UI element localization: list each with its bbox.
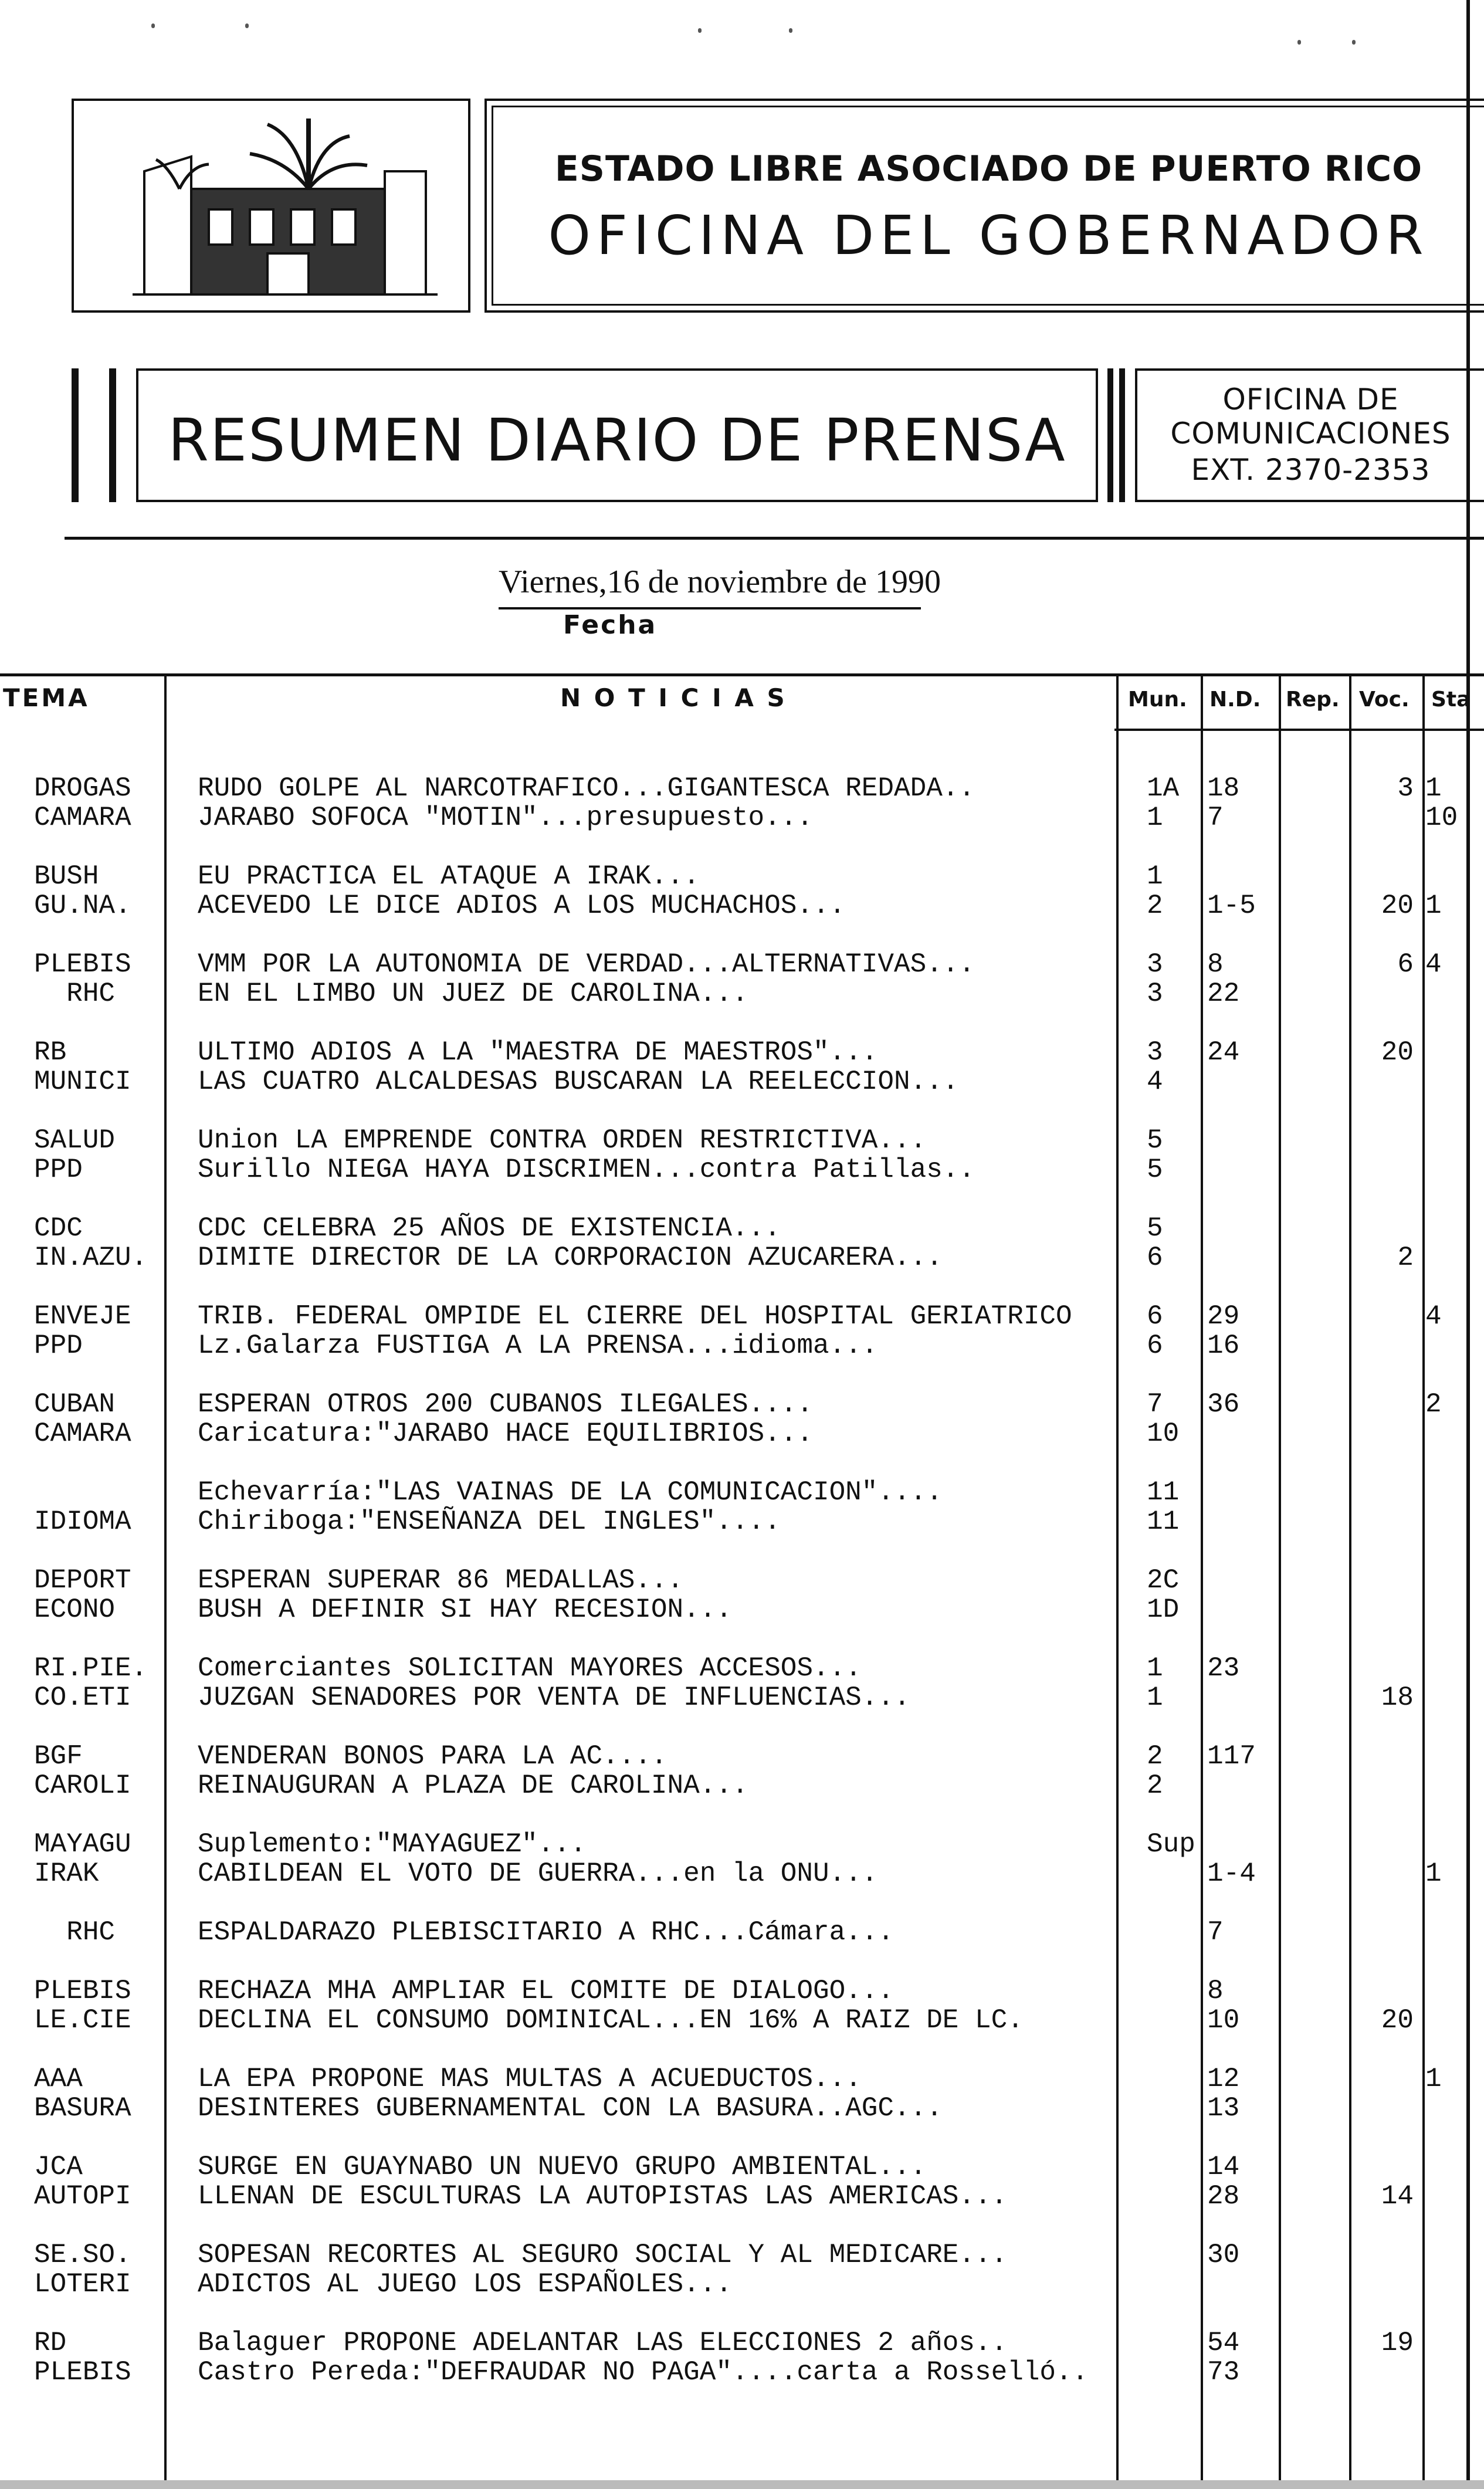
- row-tema: DEPORT: [34, 1565, 131, 1596]
- row-noticia: Balaguer PROPONE ADELANTAR LAS ELECCIONES 2 años..: [198, 2328, 1008, 2358]
- table-row: [0, 1976, 1484, 2006]
- table-row: [0, 1125, 1484, 1155]
- table-row: [0, 1653, 1484, 1683]
- row-tema: RD: [34, 2328, 67, 2358]
- table-row: [0, 1741, 1484, 1771]
- report-title: RESUMEN DIARIO DE PRENSA: [168, 406, 1066, 475]
- table-row: [0, 1477, 1484, 1507]
- table-row: [0, 1301, 1484, 1331]
- row-noticia: Chiriboga:"ENSEÑANZA DEL INGLES"....: [198, 1506, 781, 1537]
- row-tema: AUTOPI: [34, 2181, 131, 2212]
- row-nd: 1-4: [1207, 1858, 1256, 1889]
- row-tema: RHC: [34, 1917, 116, 1948]
- row-nd: 29: [1207, 1301, 1240, 1332]
- row-noticia: VMM POR LA AUTONOMIA DE VERDAD...ALTERNATIVAS...: [198, 949, 975, 980]
- table-row: [0, 2357, 1484, 2387]
- row-tema: RHC: [34, 978, 116, 1009]
- row-noticia: REINAUGURAN A PLAZA DE CAROLINA...: [198, 1770, 748, 1801]
- office-name: OFICINA DEL GOBERNADOR: [548, 204, 1429, 267]
- row-tema: JCA: [34, 2152, 83, 2182]
- row-tema: CAROLI: [34, 1770, 131, 1801]
- decor-bar: [1119, 368, 1125, 502]
- row-nd: 24: [1207, 1037, 1240, 1068]
- row-noticia: Union LA EMPRENDE CONTRA ORDEN RESTRICTIVA...: [198, 1125, 927, 1156]
- row-tema: PLEBIS: [34, 2357, 131, 2388]
- table-row: [0, 949, 1484, 979]
- row-mun: 11: [1147, 1477, 1180, 1508]
- communications-box: [1135, 368, 1484, 502]
- row-noticia: CDC CELEBRA 25 AÑOS DE EXISTENCIA...: [198, 1213, 781, 1244]
- row-noticia: Comerciantes SOLICITAN MAYORES ACCESOS...: [198, 1653, 862, 1684]
- row-noticia: LLENAN DE ESCULTURAS LA AUTOPISTAS LAS AMERICAS...: [198, 2181, 1008, 2212]
- row-noticia: DESINTERES GUBERNAMENTAL CON LA BASURA..AGC...: [198, 2093, 943, 2124]
- table-row: [0, 1858, 1484, 1888]
- row-mun: 7: [1147, 1389, 1163, 1420]
- table-row: [0, 773, 1484, 803]
- row-mun: Sup: [1147, 1829, 1195, 1860]
- table-row: [0, 1389, 1484, 1419]
- row-noticia: ESPERAN SUPERAR 86 MEDALLAS...: [198, 1565, 684, 1596]
- row-mun: 5: [1147, 1154, 1163, 1185]
- row-tema: IRAK: [34, 1858, 99, 1889]
- header-separator: [65, 537, 1484, 540]
- row-tema: SALUD: [34, 1125, 116, 1156]
- row-voc: 19: [1381, 2328, 1414, 2358]
- date-label: Fecha: [563, 610, 658, 640]
- row-noticia: EU PRACTICA EL ATAQUE A IRAK...: [198, 861, 700, 892]
- row-voc: 14: [1381, 2181, 1414, 2212]
- scan-speck: [151, 23, 155, 28]
- row-tema: PPD: [34, 1330, 83, 1361]
- table-row: [0, 2152, 1484, 2182]
- row-noticia: TRIB. FEDERAL OMPIDE EL CIERRE DEL HOSPITAL GERIATRICO: [198, 1301, 1072, 1332]
- row-mun: 6: [1147, 1301, 1163, 1332]
- row-noticia: ESPALDARAZO PLEBISCITARIO A RHC...Cámara...: [198, 1917, 894, 1948]
- row-tema: IN.AZU.: [34, 1242, 148, 1273]
- row-noticia: Surillo NIEGA HAYA DISCRIMEN...contra Patillas..: [198, 1154, 975, 1185]
- table-top-rule: [0, 673, 1484, 676]
- row-noticia: ULTIMO ADIOS A LA "MAESTRA DE MAESTROS"...: [198, 1037, 878, 1068]
- row-tema: ENVEJE: [34, 1301, 131, 1332]
- decor-bar: [72, 368, 79, 502]
- row-mun: 1D: [1147, 1594, 1180, 1625]
- row-tema: RB: [34, 1037, 67, 1068]
- row-noticia: DIMITE DIRECTOR DE LA CORPORACION AZUCARERA...: [198, 1242, 943, 1273]
- row-tema: CDC: [34, 1213, 83, 1244]
- row-nd: 30: [1207, 2240, 1240, 2270]
- row-tema: MUNICI: [34, 1066, 131, 1097]
- header-noticias: N O T I C I A S: [560, 683, 787, 712]
- row-star: 1: [1425, 2064, 1442, 2094]
- row-mun: 1: [1147, 861, 1163, 892]
- row-mun: 2: [1147, 1770, 1163, 1801]
- row-nd: 1-5: [1207, 890, 1256, 921]
- row-nd: 13: [1207, 2093, 1240, 2124]
- row-tema: PLEBIS: [34, 1976, 131, 2006]
- row-voc: 20: [1381, 2005, 1414, 2036]
- row-star: 2: [1425, 1389, 1442, 1420]
- row-tema: BASURA: [34, 2093, 131, 2124]
- row-tema: IDIOMA: [34, 1506, 131, 1537]
- row-voc: 20: [1381, 1037, 1414, 1068]
- row-star: 1: [1425, 1858, 1442, 1889]
- row-nd: 8: [1207, 1976, 1224, 2006]
- header-star: Sta: [1431, 688, 1471, 712]
- row-noticia: SOPESAN RECORTES AL SEGURO SOCIAL Y AL MEDICARE...: [198, 2240, 1008, 2270]
- scan-speck: [789, 28, 792, 33]
- row-tema: LOTERI: [34, 2269, 131, 2300]
- row-nd: 54: [1207, 2328, 1240, 2358]
- table-row: [0, 802, 1484, 832]
- row-mun: 2C: [1147, 1565, 1180, 1596]
- row-nd: 16: [1207, 1330, 1240, 1361]
- scan-speck: [1297, 40, 1301, 45]
- row-noticia: ADICTOS AL JUEGO LOS ESPAÑOLES...: [198, 2269, 732, 2300]
- title-box: [484, 99, 1484, 313]
- row-noticia: RECHAZA MHA AMPLIAR EL COMITE DE DIALOGO...: [198, 1976, 894, 2006]
- table-row: [0, 2269, 1484, 2299]
- table-row: [0, 2328, 1484, 2358]
- table-row: [0, 978, 1484, 1008]
- table-row: [0, 1770, 1484, 1800]
- row-noticia: EN EL LIMBO UN JUEZ DE CAROLINA...: [198, 978, 748, 1009]
- row-nd: 22: [1207, 978, 1240, 1009]
- row-noticia: Caricatura:"JARABO HACE EQUILIBRIOS...: [198, 1418, 813, 1449]
- row-nd: 8: [1207, 949, 1224, 980]
- row-mun: 5: [1147, 1125, 1163, 1156]
- decor-bar: [109, 368, 116, 502]
- row-star: 10: [1425, 802, 1458, 833]
- comms-line-3: EXT. 2370-2353: [1191, 453, 1431, 487]
- table-row: [0, 2181, 1484, 2211]
- row-nd: 14: [1207, 2152, 1240, 2182]
- row-noticia: LA EPA PROPONE MAS MULTAS A ACUEDUCTOS...: [198, 2064, 862, 2094]
- row-nd: 10: [1207, 2005, 1240, 2036]
- table-row: [0, 1682, 1484, 1712]
- table-row: [0, 1154, 1484, 1184]
- row-voc: 20: [1381, 890, 1414, 921]
- row-mun: 1: [1147, 1653, 1163, 1684]
- row-noticia: ESPERAN OTROS 200 CUBANOS ILEGALES....: [198, 1389, 813, 1420]
- row-tema: RI.PIE.: [34, 1653, 148, 1684]
- comms-line-2: COMUNICACIONES: [1170, 416, 1451, 451]
- row-mun: 1: [1147, 1682, 1163, 1713]
- row-nd: 23: [1207, 1653, 1240, 1684]
- row-star: 1: [1425, 890, 1442, 921]
- row-noticia: JUZGAN SENADORES POR VENTA DE INFLUENCIAS...: [198, 1682, 910, 1713]
- row-tema: GU.NA.: [34, 890, 131, 921]
- row-mun: 11: [1147, 1506, 1180, 1537]
- table-row: [0, 1917, 1484, 1947]
- row-noticia: BUSH A DEFINIR SI HAY RECESION...: [198, 1594, 732, 1625]
- row-tema: CUBAN: [34, 1389, 116, 1420]
- row-tema: AAA: [34, 2064, 83, 2094]
- header-nd: N.D.: [1209, 688, 1261, 712]
- row-voc: 2: [1397, 1242, 1414, 1273]
- row-voc: 3: [1397, 773, 1414, 804]
- row-mun: 4: [1147, 1066, 1163, 1097]
- table-row: [0, 2240, 1484, 2270]
- row-mun: 10: [1147, 1418, 1180, 1449]
- row-mun: 6: [1147, 1242, 1163, 1273]
- row-mun: 2: [1147, 890, 1163, 921]
- table-row: [0, 2064, 1484, 2094]
- row-tema: BUSH: [34, 861, 99, 892]
- table-row: [0, 1242, 1484, 1272]
- scan-speck: [698, 28, 702, 33]
- row-tema: CO.ETI: [34, 1682, 131, 1713]
- row-nd: 36: [1207, 1389, 1240, 1420]
- row-noticia: RUDO GOLPE AL NARCOTRAFICO...GIGANTESCA REDADA..: [198, 773, 975, 804]
- title-inner-frame: [492, 106, 1484, 306]
- row-tema: CAMARA: [34, 1418, 131, 1449]
- row-noticia: Suplemento:"MAYAGUEZ"...: [198, 1829, 587, 1860]
- header-tema: TEMA: [3, 683, 90, 712]
- row-star: 4: [1425, 1301, 1442, 1332]
- row-mun: 5: [1147, 1213, 1163, 1244]
- comms-line-1: OFICINA DE: [1222, 382, 1399, 416]
- report-title-box: [136, 368, 1098, 502]
- row-star: 4: [1425, 949, 1442, 980]
- table-row: [0, 1037, 1484, 1067]
- row-noticia: CABILDEAN EL VOTO DE GUERRA...en la ONU...: [198, 1858, 878, 1889]
- row-tema: PLEBIS: [34, 949, 131, 980]
- logo-box: [72, 99, 470, 313]
- scan-bottom-edge: [0, 2480, 1484, 2489]
- decor-bar: [1107, 368, 1113, 502]
- row-mun: 1A: [1147, 773, 1180, 804]
- scan-speck: [245, 23, 249, 28]
- report-date: Viernes,16 de noviembre de 1990: [499, 564, 941, 600]
- row-noticia: Lz.Galarza FUSTIGA A LA PRENSA...idioma...: [198, 1330, 878, 1361]
- row-voc: 6: [1397, 949, 1414, 980]
- row-nd: 117: [1207, 1741, 1256, 1772]
- row-voc: 18: [1381, 1682, 1414, 1713]
- state-name: ESTADO LIBRE ASOCIADO DE PUERTO RICO: [554, 148, 1423, 189]
- row-mun: 3: [1147, 1037, 1163, 1068]
- row-noticia: LAS CUATRO ALCALDESAS BUSCARAN LA REELECCION...: [198, 1066, 959, 1097]
- header-voc: Voc.: [1359, 688, 1410, 712]
- row-noticia: Castro Pereda:"DEFRAUDAR NO PAGA"....carta a Rosselló..: [198, 2357, 1089, 2388]
- row-noticia: ACEVEDO LE DICE ADIOS A LOS MUCHACHOS...: [198, 890, 846, 921]
- row-mun: 3: [1147, 949, 1163, 980]
- row-nd: 7: [1207, 1917, 1224, 1948]
- row-tema: SE.SO.: [34, 2240, 131, 2270]
- table-row: [0, 2005, 1484, 2035]
- row-mun: 2: [1147, 1741, 1163, 1772]
- scan-speck: [1352, 40, 1356, 45]
- row-nd: 12: [1207, 2064, 1240, 2094]
- row-nd: 7: [1207, 802, 1224, 833]
- row-tema: DROGAS: [34, 773, 131, 804]
- table-row: [0, 1418, 1484, 1448]
- table-row: [0, 1330, 1484, 1360]
- row-tema: PPD: [34, 1154, 83, 1185]
- row-mun: 3: [1147, 978, 1163, 1009]
- table-row: [0, 1213, 1484, 1243]
- row-noticia: JARABO SOFOCA "MOTIN"...presupuesto...: [198, 802, 813, 833]
- row-nd: 18: [1207, 773, 1240, 804]
- row-tema: ECONO: [34, 1594, 116, 1625]
- header-mun: Mun.: [1128, 688, 1187, 712]
- table-row: [0, 2093, 1484, 2123]
- table-row: [0, 1565, 1484, 1595]
- row-mun: 1: [1147, 802, 1163, 833]
- fortaleza-illustration-icon: [74, 101, 468, 310]
- row-nd: 73: [1207, 2357, 1240, 2388]
- table-row: [0, 861, 1484, 891]
- row-noticia: DECLINA EL CONSUMO DOMINICAL...EN 16% A RAIZ DE LC.: [198, 2005, 1024, 2036]
- row-tema: CAMARA: [34, 802, 131, 833]
- table-row: [0, 1829, 1484, 1859]
- row-tema: LE.CIE: [34, 2005, 131, 2036]
- row-noticia: VENDERAN BONOS PARA LA AC....: [198, 1741, 668, 1772]
- row-star: 1: [1425, 773, 1442, 804]
- row-mun: 6: [1147, 1330, 1163, 1361]
- date-underline: [499, 607, 921, 609]
- row-tema: MAYAGU: [34, 1829, 131, 1860]
- table-row: [0, 1066, 1484, 1096]
- header-rep: Rep.: [1286, 688, 1340, 712]
- row-nd: 28: [1207, 2181, 1240, 2212]
- row-tema: BGF: [34, 1741, 83, 1772]
- row-noticia: Echevarría:"LAS VAINAS DE LA COMUNICACION"....: [198, 1477, 943, 1508]
- row-noticia: SURGE EN GUAYNABO UN NUEVO GRUPO AMBIENTAL...: [198, 2152, 927, 2182]
- header-bottom-rule: [1114, 729, 1484, 731]
- table-row: [0, 1594, 1484, 1624]
- table-row: [0, 890, 1484, 920]
- table-row: [0, 1506, 1484, 1536]
